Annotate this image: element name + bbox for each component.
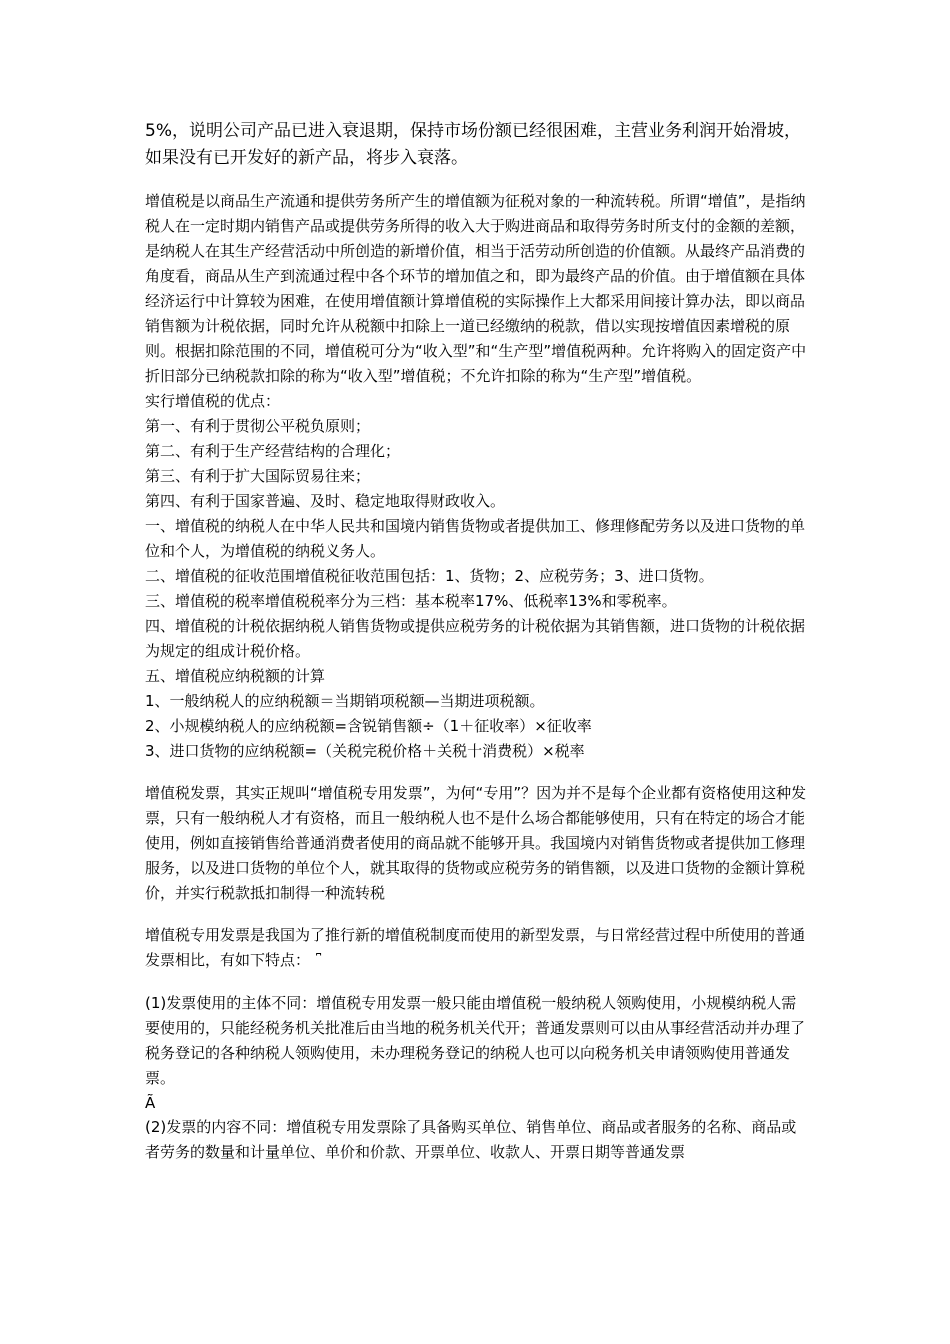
feature-2-paragraph: (2)发票的内容不同：增值税专用发票除了具备购买单位、销售单位、商品或者服务的名称、商品或者劳务的数量和计量单位、单价和价款、开票单位、收款人、开票日期等普通发票 [145,1118,797,1161]
stray-glyph: Ã [145,1094,156,1112]
special-invoice-text: 增值税专用发票是我国为了推行新的增值税制度而使用的新型发票，与日常经营过程中所使用的普通发票相比，有如下特点： [145,926,806,969]
special-invoice-paragraph [145,923,810,974]
feature-1-paragraph: (1)发票使用的主体不同：增值税专用发票一般只能由增值税一般纳税人领购使用，小规模纳税人需要使用的，只能经税务机关批准后由当地的税务机关代开；普通发票则可以由从事经营活动并办理了税务登记的各种纳税人领购使用，未办理税务登记的纳税人也可以向税务机关申请领购使用普通发票。 [145,994,806,1087]
invoice-intro-paragraph: 增值税发票，其实正规叫“增值税专用发票”，为何“专用”？因为并不是每个企业都有资格使用这种发票，只有一般纳税人才有资格，而且一般纳税人也不是什么场合都能够使用，只有在特定的场合才能使用，例如直接销售给普通消费者使用的商品就不能够开具。我国境内对销售货物或者提供加工修理服务，以及进口货物的单位个人，就其取得的货物或应税劳务的销售额，以及进口货物的金额计算税价，并实行税款抵扣制得一种流转税 [145,784,807,902]
intro-paragraph: 5%，说明公司产品已进入衰退期，保持市场份额已经很困难，主营业务利润开始滑坡，如果没有已开发好的新产品，将步入衰落。 [145,121,801,168]
advantage-item: 第四、有利于国家普遍、及时、稳定地取得财政收入。 [145,492,506,510]
point-item: 一、增值税的纳税人在中华人民共和国境内销售货物或者提供加工、修理修配劳务以及进口货物的单位和个人，为增值税的纳税义务人。 [145,517,806,560]
paragraph-gap [145,764,810,781]
vat-definition-paragraph: 增值税是以商品生产流通和提供劳务所产生的增值额为征税对象的一种流转税。所谓“增值”，是指纳税人在一定时期内销售产品或提供劳务所得的收入大于购进商品和取得劳务时所支付的金额的差额，是纳税人在其生产经营活动中所创造的新增价值，相当于活劳动所创造的价值额。从最终产品消费的角度看，商品从生产到流通过程中各个环节的增加值之和，即为最终产品的价值。由于增值额在具体经济运行中计算较为困难，在使用增值额计算增值税的实际操作上大都采用间接计算办法，即以商品销售额为计税依据，同时允许从税额中扣除上一道已经缴纳的税款，借以实现按增值因素增税的原则。根据扣除范围的不同，增值税可分为“收入型”和“生产型”增值税两种。允许将购入的固定资产中折旧部分已纳税款扣除的称为“收入型”增值税；不允许扣除的称为“生产型”增值税。 [145,192,807,385]
point-item: 五、增值税应纳税额的计算 [145,667,326,685]
point-item: 二、增值税的征收范围增值税征收范围包括：1、货物；2、应税劳务；3、进口货物。 [145,567,714,585]
advantage-item: 第一、有利于贯彻公平税负原则； [145,417,371,435]
point-item: 三、增值税的税率增值税税率分为三档：基本税率17%、低税率13%和零税率。 [145,592,677,610]
point-item: 四、增值税的计税依据纳税人销售货物或提供应税劳务的计税依据为其销售额，进口货物的计税依据为规定的组成计税价格。 [145,617,806,660]
formula-item: 3、进口货物的应纳税额=（关税完税价格＋关税十消费税）×税率 [145,742,585,760]
advantages-title: 实行增值税的优点： [145,392,281,410]
paragraph-gap [145,974,810,991]
advantage-item: 第二、有利于生产经营结构的合理化； [145,442,401,460]
bracket-mark: ⎴ [316,954,322,969]
paragraph-gap [145,906,810,923]
formula-item: 1、一般纳税人的应纳税额＝当期销项税额—当期进项税额。 [145,692,545,710]
advantage-item: 第三、有利于扩大国际贸易往来； [145,467,371,485]
document-body [145,118,810,1165]
formula-item: 2、小规模纳税人的应纳税额=含锐销售额÷（1＋征收率）×征收率 [145,717,592,735]
